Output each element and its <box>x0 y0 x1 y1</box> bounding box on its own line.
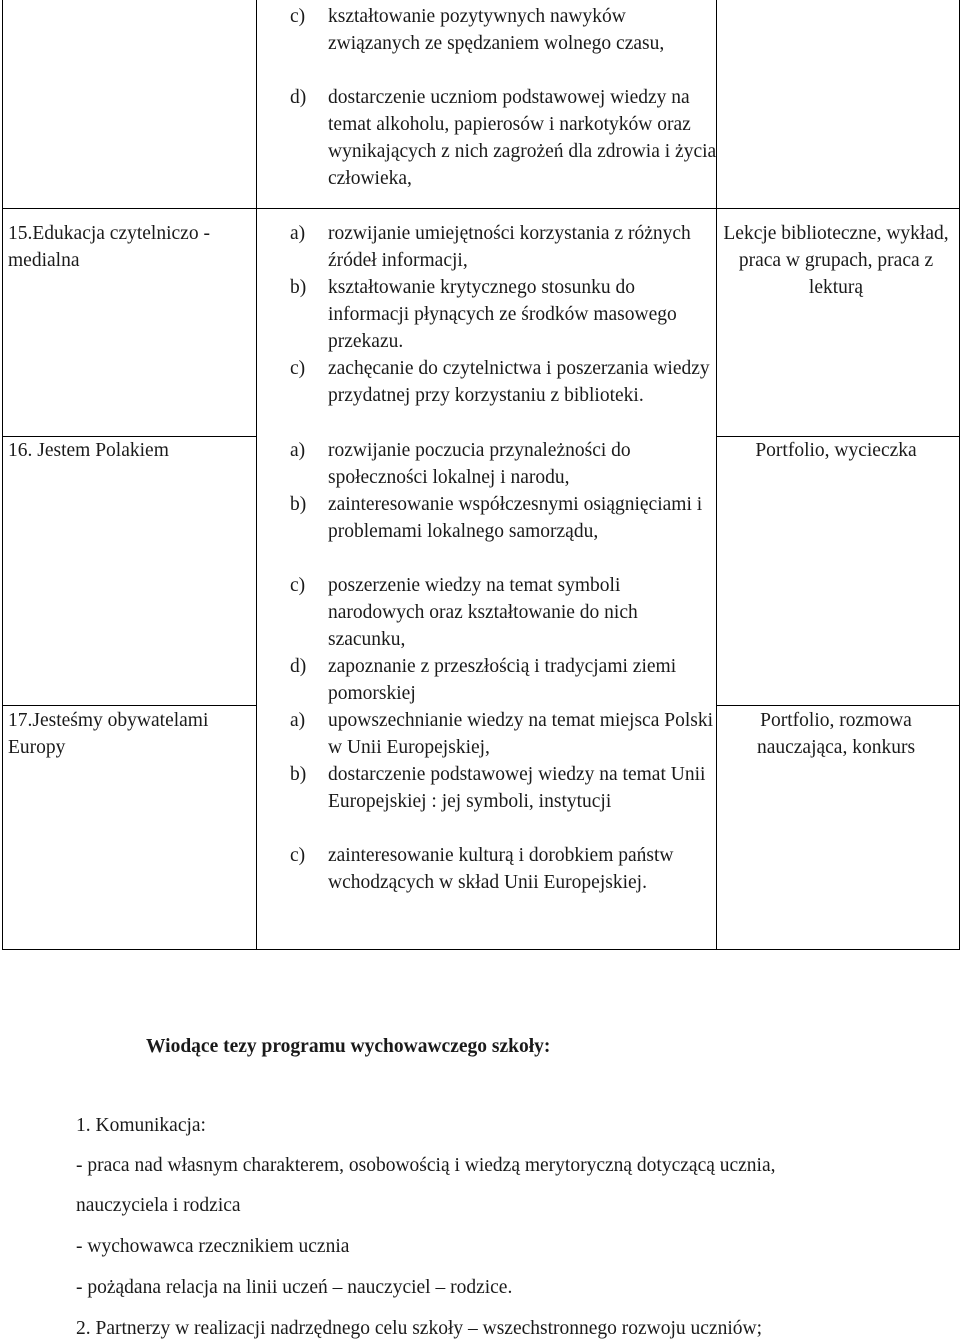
forms-cell: Portfolio, wycieczka <box>755 440 917 461</box>
row-divider <box>3 705 256 706</box>
list-item <box>290 3 710 57</box>
item-marker: b) <box>290 277 307 298</box>
item-marker: b) <box>290 494 307 515</box>
forms-cell: Portfolio, rozmowa nauczająca, konkurs <box>756 710 916 758</box>
row-divider <box>3 208 959 209</box>
item-marker: d) <box>290 87 307 108</box>
section-heading: Wiodące tezy programu wychowawczego szkoły: <box>146 1036 551 1057</box>
item-text: upowszechnianie wiedzy na temat miejsca Polski w Unii Europejskiej, <box>328 710 714 758</box>
item-text: rozwijanie poczucia przynależności do społeczności lokalnej i narodu, <box>328 440 631 488</box>
item-text: zapoznanie z przeszłością i tradycjami ziemi pomorskiej <box>328 656 677 704</box>
item-marker: c) <box>290 358 306 379</box>
item-marker: c) <box>290 6 306 27</box>
paragraph-line: 1. Komunikacja: <box>76 1115 206 1136</box>
item-text: kształtowanie krytycznego stosunku do informacji płynących ze środków masowego przekazu. <box>328 277 677 352</box>
item-marker: a) <box>290 223 306 244</box>
item-text: dostarczenie uczniom podstawowej wiedzy na temat alkoholu, papierosów i narkotyków oraz wynikających z nich zagrożeń dla zdrowia i życia człowieka, <box>328 87 717 189</box>
item-text: kształtowanie pozytywnych nawyków związanych ze spędzaniem wolnego czasu, <box>328 6 665 54</box>
topic-cell: 17.Jesteśmy obywatelami Europy <box>8 710 209 758</box>
paragraph-line: nauczyciela i rodzica <box>76 1195 241 1216</box>
item-text: zainteresowanie kulturą i dorobkiem państw wchodzących w skład Unii Europejskiej. <box>328 845 674 893</box>
item-marker: a) <box>290 710 306 731</box>
paragraph-line: 2. Partnerzy w realizacji nadrzędnego celu szkoły – wszechstronnego rozwoju uczniów; <box>76 1318 763 1339</box>
column-divider-1 <box>256 0 257 949</box>
paragraph-line: - praca nad własnym charakterem, osobowością i wiedzą merytoryczną dotyczącą ucznia, <box>76 1155 776 1176</box>
item-marker: c) <box>290 845 306 866</box>
topic-cell: 15.Edukacja czytelniczo - medialna <box>8 223 210 271</box>
item-text: zainteresowanie współczesnymi osiągnięciami i problemami lokalnego samorządu, <box>328 494 703 542</box>
item-text: zachęcanie do czytelnictwa i poszerzania wiedzy przydatnej przy korzystaniu z biblioteki. <box>328 358 710 406</box>
paragraph-line: - pożądana relacja na linii uczeń – nauczyciel – rodzice. <box>76 1277 513 1298</box>
paragraph-line: - wychowawca rzecznikiem ucznia <box>76 1236 350 1257</box>
item-text: rozwijanie umiejętności korzystania z różnych źródeł informacji, <box>328 223 691 271</box>
item-marker: c) <box>290 575 306 596</box>
item-marker: b) <box>290 764 307 785</box>
item-marker: a) <box>290 440 306 461</box>
forms-cell: Lekcje biblioteczne, wykład, praca w grupach, praca z lekturą <box>723 223 949 298</box>
item-text: dostarczenie podstawowej wiedzy na temat Unii Europejskiej : jej symboli, instytucji <box>328 764 706 812</box>
item-text: poszerzenie wiedzy na temat symboli narodowych oraz kształtowanie do nich szacunku, <box>328 575 638 650</box>
row-divider <box>716 705 959 706</box>
topic-cell: 16. Jestem Polakiem <box>8 440 169 461</box>
item-marker: d) <box>290 656 307 677</box>
